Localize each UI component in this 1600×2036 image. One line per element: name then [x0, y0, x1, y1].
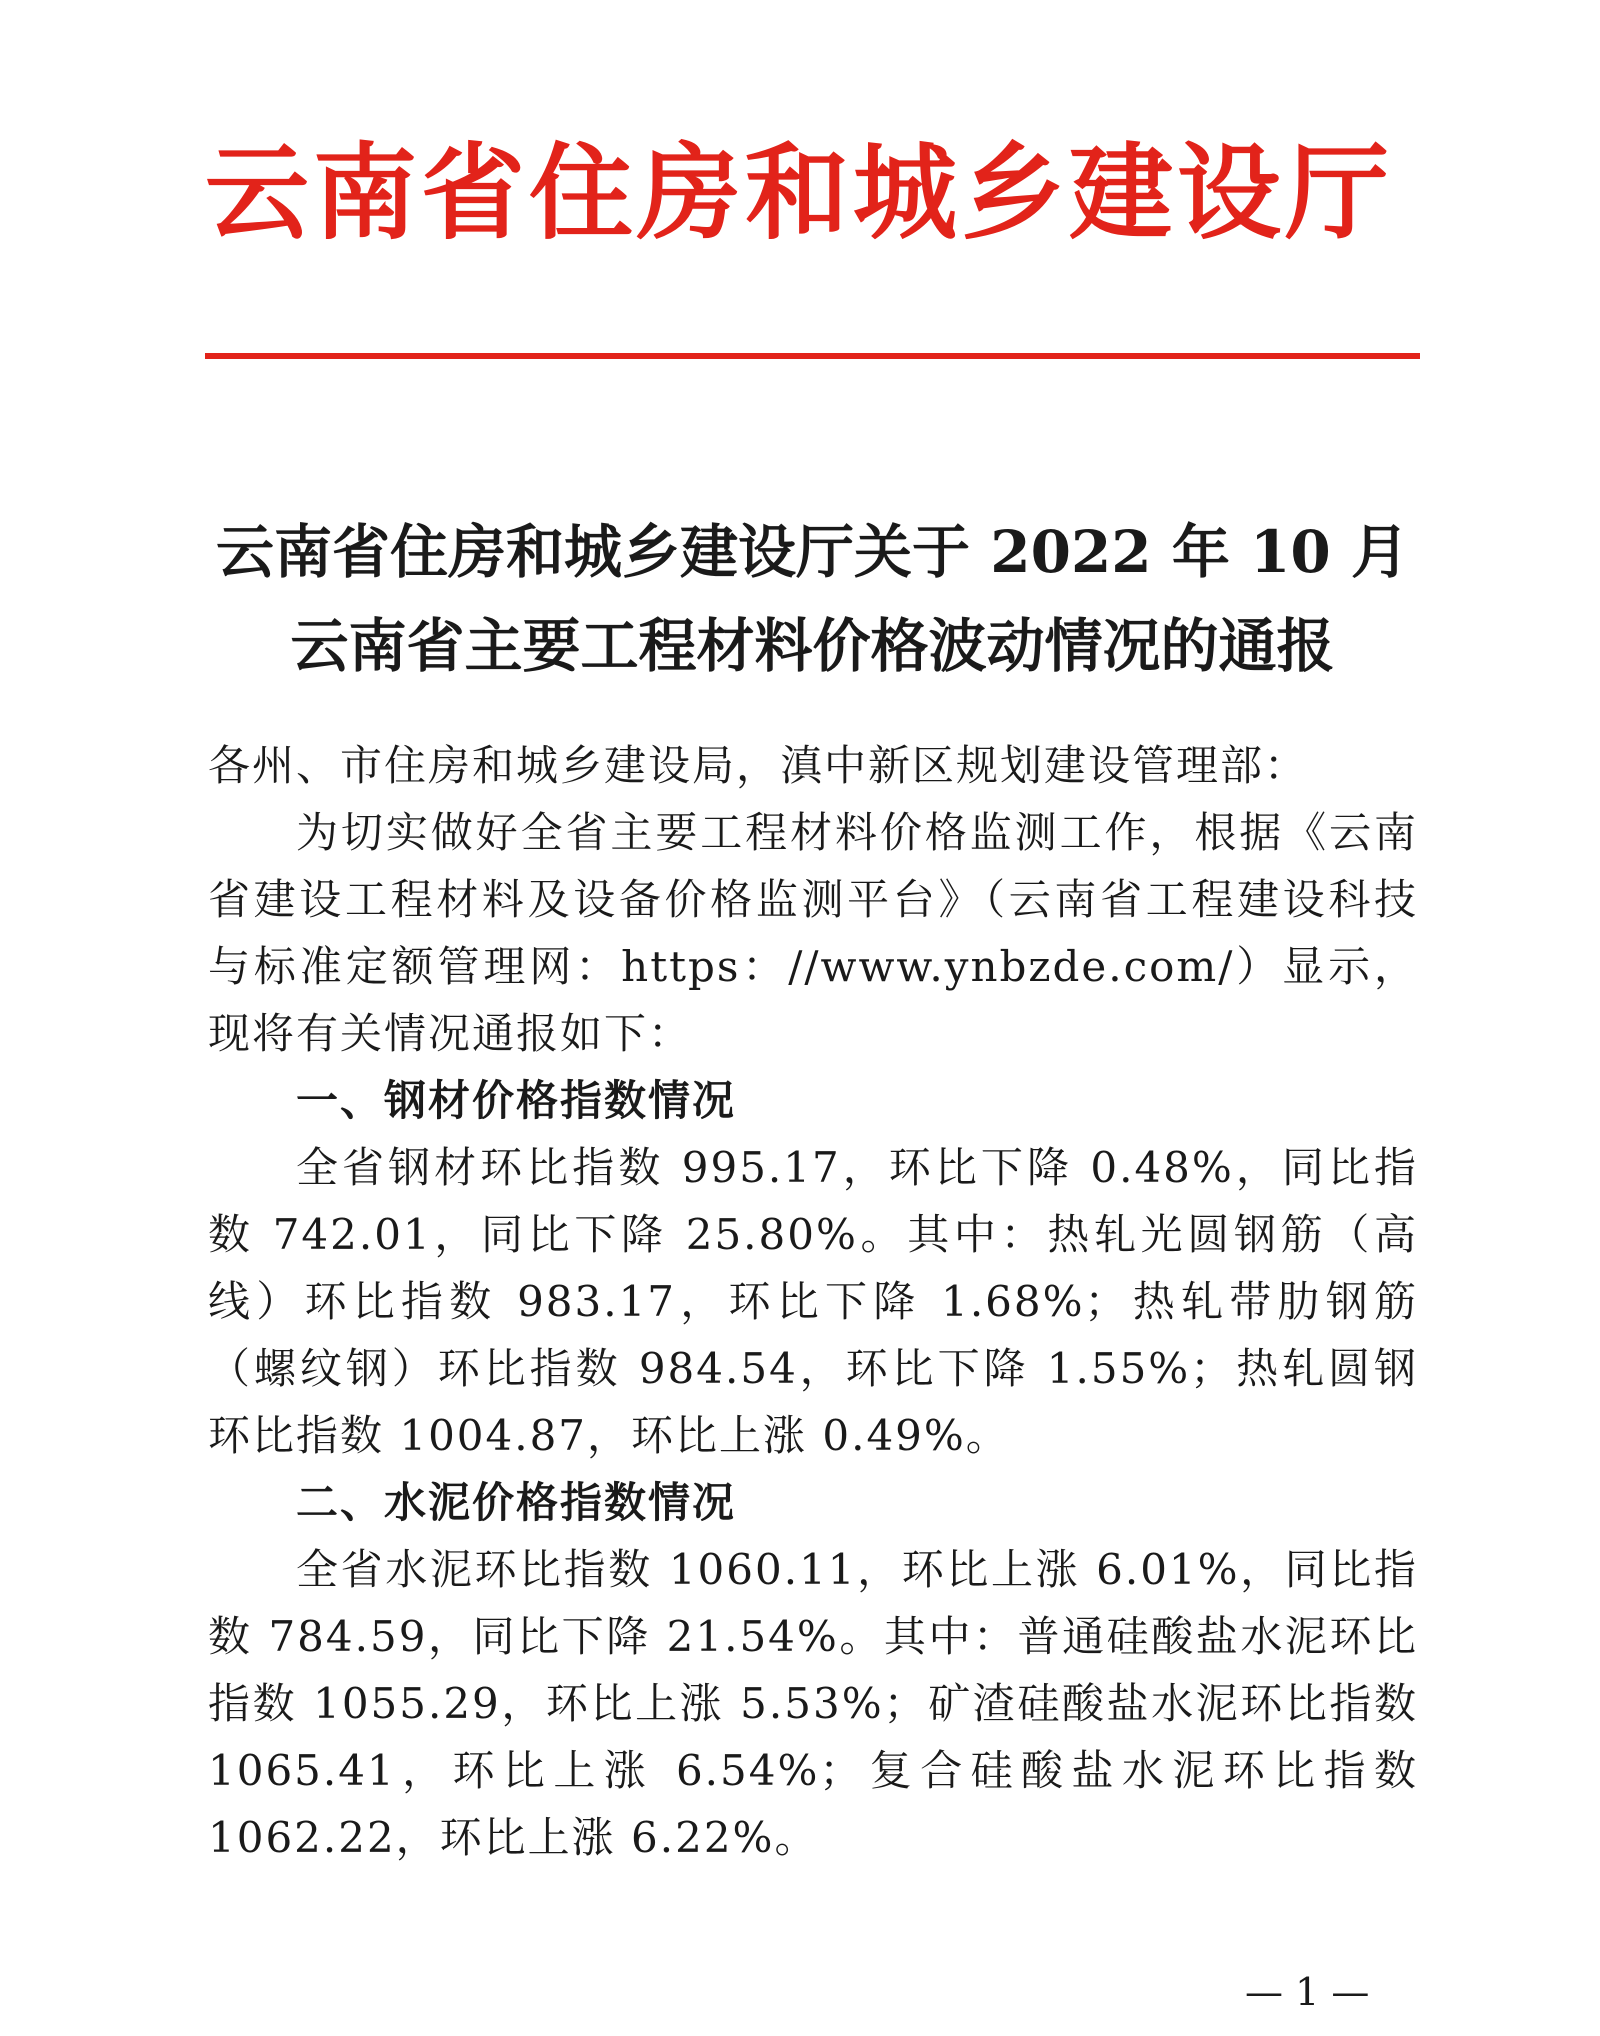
section-1-heading: 一、钢材价格指数情况: [296, 1076, 737, 1125]
document-title: [205, 505, 1420, 693]
title-line-2: 云南省主要工程材料价格波动情况的通报: [290, 612, 1335, 680]
section-2-heading: 二、水泥价格指数情况: [296, 1478, 737, 1527]
letterhead: 云南省住房和城乡建设厅: [205, 131, 1394, 254]
section-2-paragraph: 全省水泥环比指数 1060.11，环比上涨 6.01%，同比指数 784.59，同比下降 21.54%。其中：普通硅酸盐水泥环比指数 1055.29，环比上涨 5.53%；矿渣硅酸盐水泥环比指数 1065.41，环比上涨 6.54%；复合硅酸盐水泥环比指数 1062.22，环比上涨 6.22%。: [208, 1545, 1418, 1862]
red-divider-rule: [205, 353, 1420, 359]
section-1-paragraph: 全省钢材环比指数 995.17，环比下降 0.48%，同比指数 742.01，同比下降 25.80%。其中：热轧光圆钢筋（高线）环比指数 983.17，环比下降 1.68%；热轧带肋钢筋（螺纹钢）环比指数 984.54，环比下降 1.55%；热轧圆钢环比指数 1004.87，环比上涨 0.49%。: [208, 1143, 1418, 1460]
recipients: 各州、市住房和城乡建设局，滇中新区规划建设管理部：: [208, 741, 1309, 790]
page-number: — 1 —: [1245, 1970, 1370, 2014]
title-line-1: 云南省住房和城乡建设厅关于 2022 年 10 月: [216, 518, 1409, 586]
intro-paragraph: 为切实做好全省主要工程材料价格监测工作，根据《云南省建设工程材料及设备价格监测平台》（云南省工程建设科技与标准定额管理网：https：//www.ynbzde.com/）显示，现将有关情况通报如下：: [208, 808, 1418, 1058]
document-body: [208, 732, 1418, 1871]
